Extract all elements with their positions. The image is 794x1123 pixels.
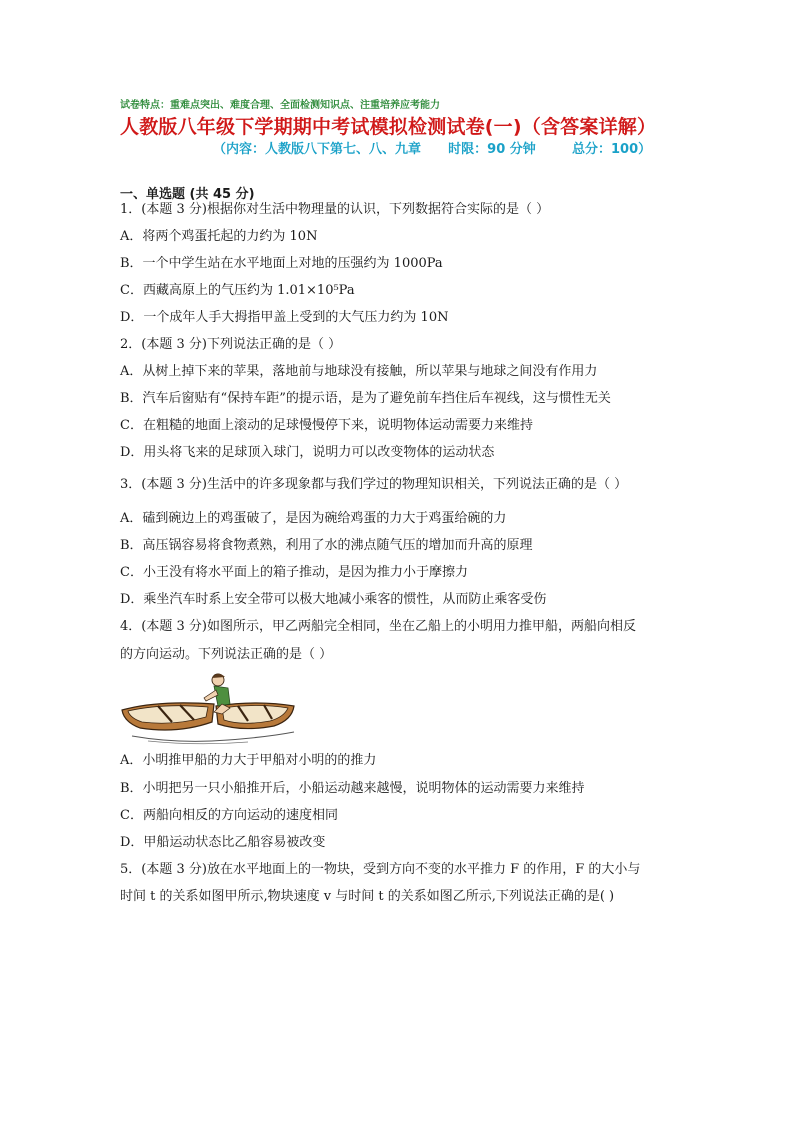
section-heading: 一、单选题 (共 45 分): [120, 187, 255, 202]
exam-subtitle: （内容：人教版八下第七、八、九章 时限：90 分钟 总分：100）: [213, 142, 652, 157]
question-1-option-c: C．西藏高原上的气压约为 1.01×10⁵Pa: [120, 283, 355, 298]
question-4-option-c: C．两船向相反的方向运动的速度相同: [120, 808, 338, 823]
question-5-stem-line-2: 时间 t 的关系如图甲所示,物块速度 v 与时间 t 的关系如图乙所示,下列说法正确的是( ): [120, 889, 615, 904]
question-3-option-a: A．磕到碗边上的鸡蛋破了，是因为碗给鸡蛋的力大于鸡蛋给碗的力: [120, 511, 507, 526]
question-2-option-a: A．从树上掉下来的苹果，落地前与地球没有接触，所以苹果与地球之间没有作用力: [120, 364, 598, 379]
question-1-stem: 1．(本题 3 分)根据你对生活中物理量的认识，下列数据符合实际的是（ ）: [120, 202, 550, 217]
question-3-option-d: D．乘坐汽车时系上安全带可以极大地减小乘客的惯性，从而防止乘客受伤: [120, 592, 547, 607]
question-3-option-c: C．小王没有将水平面上的箱子推动，是因为推力小于摩擦力: [120, 565, 468, 580]
question-1-option-a: A．将两个鸡蛋托起的力约为 10N: [120, 229, 318, 244]
question-2-option-c: C．在粗糙的地面上滚动的足球慢慢停下来，说明物体运动需要力来维持: [120, 418, 533, 433]
boats-illustration: [118, 670, 300, 746]
question-1-option-b: B．一个中学生站在水平地面上对地的压强约为 1000Pa: [120, 256, 443, 271]
question-2-option-d: D．用头将飞来的足球顶入球门，说明力可以改变物体的运动状态: [120, 445, 495, 460]
question-4-option-a: A．小明推甲船的力大于甲船对小明的的推力: [120, 753, 377, 768]
question-3-stem: 3．(本题 3 分)生活中的许多现象都与我们学过的物理知识相关，下列说法正确的是（ ）: [120, 477, 628, 492]
question-4-option-d: D．甲船运动状态比乙船容易被改变: [120, 835, 326, 850]
question-2-option-b: B．汽车后窗贴有“保持车距”的提示语，是为了避免前车挡住后车视线，这与惯性无关: [120, 391, 611, 406]
question-2-stem: 2．(本题 3 分)下列说法正确的是（ ）: [120, 337, 342, 352]
question-4-option-b: B．小明把另一只小船推开后，小船运动越来越慢，说明物体的运动需要力来维持: [120, 781, 585, 796]
paper-features-note: 试卷特点：重难点突出、难度合理、全面检测知识点、注重培养应考能力: [120, 100, 440, 111]
question-4-stem-line-2: 的方向运动。下列说法正确的是（ ）: [120, 647, 333, 662]
question-4-stem-line-1: 4．(本题 3 分)如图所示，甲乙两船完全相同，坐在乙船上的小明用力推甲船，两船向相反: [120, 619, 636, 634]
exam-title: 人教版八年级下学期期中考试模拟检测试卷(一)（含答案详解）: [120, 116, 657, 138]
question-3-option-b: B．高压锅容易将食物煮熟，利用了水的沸点随气压的增加而升高的原理: [120, 538, 533, 553]
question-5-stem-line-1: 5．(本题 3 分)放在水平地面上的一物块，受到方向不变的水平推力 F 的作用，F 的大小与: [120, 862, 641, 877]
question-1-option-d: D．一个成年人手大拇指甲盖上受到的大气压力约为 10N: [120, 310, 449, 325]
